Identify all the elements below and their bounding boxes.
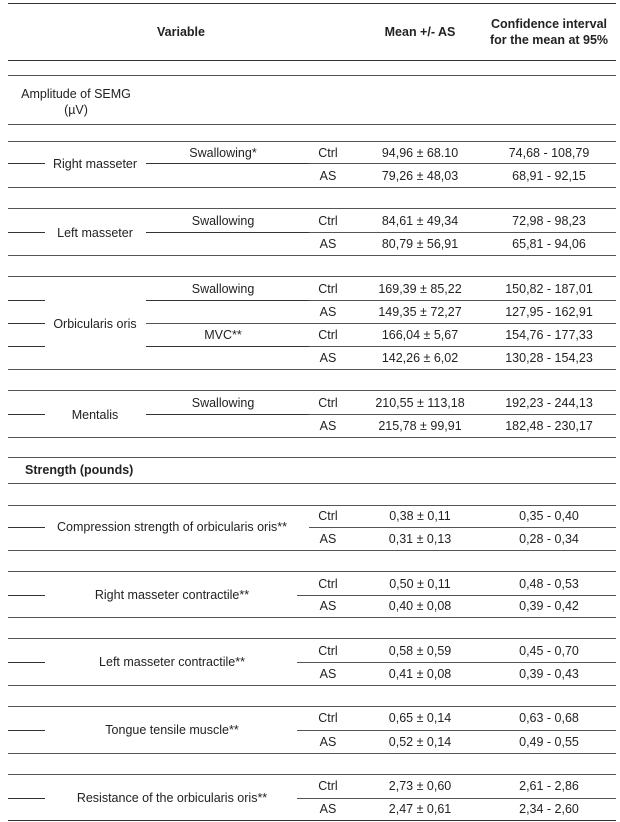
strength-label: Compression strength of orbicularis oris** [57,520,287,534]
muscle-label: Left masseter [57,226,133,240]
header-variable: Variable [157,25,205,39]
tick-rule [146,163,309,164]
rule [8,571,616,572]
rule [309,527,616,528]
muscle-label: Orbicularis oris [53,317,137,331]
ci-value: 65,81 - 94,06 [512,237,586,251]
table-top-rule [8,3,616,4]
task-label: Swallowing [191,396,255,410]
rule [8,483,616,484]
rule [8,390,616,391]
ci-value: 0,63 - 0,68 [519,711,579,725]
ci-value: 0,28 - 0,34 [519,532,579,546]
rule [8,187,616,188]
mean-value: 84,61 ± 49,34 [381,214,459,228]
group-as: AS [319,667,337,681]
rule [309,346,616,347]
strength-label: Tongue tensile muscle** [105,723,239,737]
mean-value: 79,26 ± 48,03 [381,169,459,183]
rule [309,300,616,301]
ci-value: 74,68 - 108,79 [508,146,590,160]
mean-value: 0,40 ± 0,08 [388,599,452,613]
tick-rule [8,163,45,164]
mean-value: 0,50 ± 0,11 [389,577,451,591]
group-ctrl: Ctrl [318,711,338,725]
strength-label: Right masseter contractile** [94,588,250,602]
task-label: MVC** [204,328,242,342]
mean-value: 80,79 ± 56,91 [381,237,459,251]
tick-rule [8,232,45,233]
rule [297,798,616,799]
rule [8,505,616,506]
rule [8,124,616,125]
header-ci-line2: for the mean at 95% [489,33,609,47]
mean-value: 166,04 ± 5,67 [381,328,459,342]
header-bottom-rule [8,60,616,61]
group-ctrl: Ctrl [318,509,338,523]
tick-rule [8,300,45,301]
task-label: Swallowing [191,214,255,228]
mean-value: 0,41 ± 0,08 [388,667,452,681]
rule [8,550,616,551]
group-as: AS [319,735,337,749]
rule [8,685,616,686]
group-as: AS [319,237,337,251]
mean-value: 142,26 ± 6,02 [381,351,459,365]
section-semg-unit: (µV) [64,103,88,117]
mean-value: 2,47 ± 0,61 [388,802,452,816]
mean-value: 210,55 ± 113,18 [375,396,465,410]
mean-value: 0,52 ± 0,14 [388,735,452,749]
tick-rule [146,346,309,347]
tick-rule [8,662,45,663]
ci-value: 0,49 - 0,55 [519,735,579,749]
ci-value: 0,45 - 0,70 [519,644,579,658]
tick-rule [146,232,309,233]
rule [8,457,616,458]
mean-value: 215,78 ± 99,91 [378,419,462,433]
group-as: AS [319,599,337,613]
rule [8,276,616,277]
ci-value: 0,48 - 0,53 [519,577,579,591]
rule [8,706,616,707]
ci-value: 0,39 - 0,42 [519,599,579,613]
rule [8,437,616,438]
ci-value: 72,98 - 98,23 [512,214,586,228]
mean-value: 0,65 ± 0,14 [388,711,452,725]
rule [309,414,616,415]
ci-value: 2,61 - 2,86 [519,779,579,793]
tick-rule [146,414,309,415]
section-semg-title: Amplitude of SEMG [21,87,131,101]
mean-value: 0,58 ± 0,59 [388,644,452,658]
rule [146,323,616,324]
rule [8,774,616,775]
rule [297,662,616,663]
tick-rule [8,346,45,347]
tick-rule [8,323,45,324]
group-ctrl: Ctrl [318,779,338,793]
ci-value: 150,82 - 187,01 [505,282,593,296]
ci-value: 182,48 - 230,17 [505,419,593,433]
rule [8,208,616,209]
rule [8,369,616,370]
section-strength-title: Strength (pounds) [25,463,134,477]
tick-rule [146,300,309,301]
group-as: AS [319,305,337,319]
mean-value: 0,38 ± 0,11 [389,509,451,523]
tick-rule [8,798,45,799]
group-ctrl: Ctrl [318,282,338,296]
group-ctrl: Ctrl [318,396,338,410]
tick-rule [8,414,45,415]
rule [309,232,616,233]
tick-rule [8,730,45,731]
group-as: AS [319,802,337,816]
group-ctrl: Ctrl [318,146,338,160]
strength-label: Left masseter contractile** [99,655,245,669]
task-label: Swallowing* [189,146,257,160]
header-ci-line1: Confidence interval [491,17,607,31]
rule [8,75,616,76]
group-ctrl: Ctrl [318,328,338,342]
rule [8,753,616,754]
group-as: AS [319,351,337,365]
group-as: AS [319,169,337,183]
ci-value: 130,28 - 154,23 [505,351,593,365]
rule [297,730,616,731]
group-ctrl: Ctrl [318,644,338,658]
mean-value: 94,96 ± 68.10 [381,146,459,160]
ci-value: 2,34 - 2,60 [519,802,579,816]
muscle-label: Right masseter [52,157,138,171]
rule [8,255,616,256]
header-mean: Mean +/- AS [384,25,456,39]
muscle-label: Mentalis [71,408,119,422]
tick-rule [8,527,45,528]
rule [8,617,616,618]
ci-value: 154,76 - 177,33 [505,328,593,342]
rule [8,141,616,142]
rule [8,638,616,639]
ci-value: 0,35 - 0,40 [519,509,579,523]
mean-value: 149,35 ± 72,27 [378,305,462,319]
group-ctrl: Ctrl [318,577,338,591]
mean-value: 0,31 ± 0,13 [388,532,452,546]
group-as: AS [319,532,337,546]
ci-value: 0,39 - 0,43 [519,667,579,681]
ci-value: 127,95 - 162,91 [505,305,593,319]
rule [309,163,616,164]
mean-value: 2,73 ± 0,60 [388,779,452,793]
mean-value: 169,39 ± 85,22 [378,282,462,296]
ci-value: 68,91 - 92,15 [512,169,586,183]
task-label: Swallowing [191,282,255,296]
ci-value: 192,23 - 244,13 [505,396,593,410]
rule [297,595,616,596]
group-ctrl: Ctrl [318,214,338,228]
group-as: AS [319,419,337,433]
tick-rule [8,595,45,596]
strength-label: Resistance of the orbicularis oris** [76,791,268,805]
table-bottom-rule [8,820,616,821]
